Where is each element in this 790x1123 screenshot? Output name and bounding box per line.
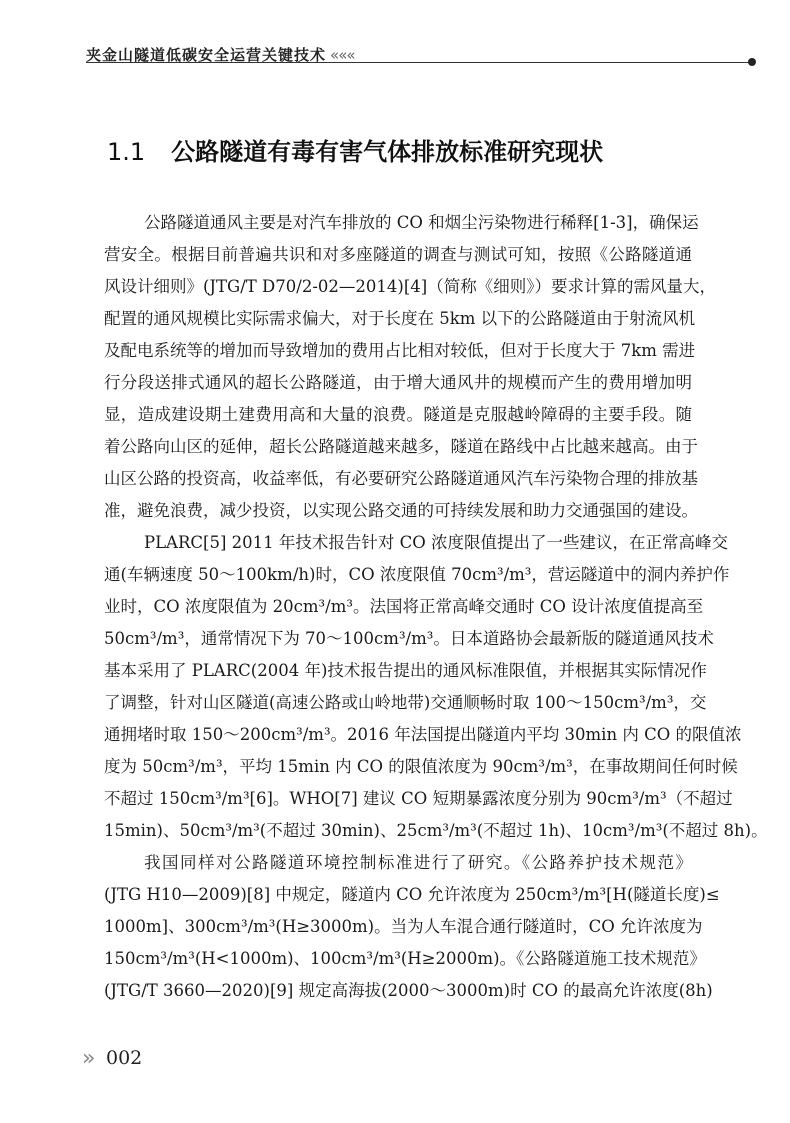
text-line: 通拥堵时取 150～200cm³/m³。2016 年法国提出隧道内平均 30min 内 CO 的限值浓 (104, 725, 742, 744)
text-line: 着公路向山区的延伸，超长公路隧道越来越多，隧道在路线中占比越来越高。由于 (104, 437, 698, 456)
section-title: 公路隧道有毒有害气体排放标准研究现状 (171, 138, 604, 166)
text-line: 我国同样对公路隧道环境控制标准进行了研究。《公路养护技术规范》 (144, 853, 692, 872)
header-dot-icon (748, 58, 756, 66)
chevron-icon: ««« (330, 46, 355, 64)
section-heading (107, 132, 603, 167)
text-line: 行分段送排式通风的超长公路隧道，由于增大通风井的规模而产生的费用增加明 (104, 373, 692, 392)
text-line: 通(车辆速度 50～100km/h)时，CO 浓度限值 70cm³/m³，营运隧道中的洞内养护作 (104, 565, 730, 584)
text-line: 业时，CO 浓度限值为 20cm³/m³。法国将正常高峰交通时 CO 设计浓度值提高至 (104, 597, 704, 616)
footer-chevron-icon: » (82, 1046, 93, 1071)
text-line: 不超过 150cm³/m³[6]。WHO[7] 建议 CO 短期暴露浓度分别为 90cm³/m³（不超过 (104, 789, 733, 808)
body-text (104, 207, 768, 1007)
text-line: 50cm³/m³，通常情况下为 70～100cm³/m³。日本道路协会最新版的隧道通风技术 (104, 629, 714, 648)
text-line: (JTG/T 3660—2020)[9] 规定高海拔(2000～3000m)时 CO 的最高允许浓度(8h) (104, 981, 713, 1000)
text-line: 营安全。根据目前普遍共识和对多座隧道的调查与测试可知，按照《公路隧道通 (104, 245, 692, 264)
section-number: 1.1 (107, 138, 146, 166)
text-line: 显，造成建设期土建费用高和大量的浪费。隧道是克服越岭障碍的主要手段。随 (104, 405, 692, 424)
page-number: 002 (106, 1047, 143, 1069)
text-line: 配置的通风规模比实际需求偏大，对于长度在 5km 以下的公路隧道由于射流风机 (104, 309, 696, 328)
text-line: 基本采用了 PLARC(2004 年)技术报告提出的通风标准限值，并根据其实际情况作 (104, 661, 707, 680)
text-line: 山区公路的投资高，收益率低，有必要研究公路隧道通风汽车污染物合理的排放基 (104, 469, 698, 488)
running-title: 夹金山隧道低碳安全运营关键技术 (86, 46, 327, 64)
text-line: (JTG H10—2009)[8] 中规定，隧道内 CO 允许浓度为 250cm³/m³[H(隧道长度)≤ (104, 885, 720, 904)
text-line: PLARC[5] 2011 年技术报告针对 CO 浓度限值提出了一些建议，在正常高峰交 (144, 533, 729, 552)
text-line: 及配电系统等的增加而导致增加的费用占比相对较低，但对于长度大于 7km 需进 (104, 341, 696, 360)
text-line: 风设计细则》(JTG/T D70/2-02—2014)[4]（简称《细则》）要求计算的需风量大， (104, 277, 716, 296)
text-line: 准，避免浪费，减少投资，以实现公路交通的可持续发展和助力交通强国的建设。 (104, 501, 698, 520)
text-line: 了调整，针对山区隧道(高速公路或山岭地带)交通顺畅时取 100～150cm³/m³，交 (104, 693, 707, 712)
text-line: 15min)、50cm³/m³(不超过 30min)、25cm³/m³(不超过 1h)、10cm³/m³(不超过 8h)。 (104, 821, 768, 840)
text-line: 度为 50cm³/m³，平均 15min 内 CO 的限值浓度为 90cm³/m³，在事故期间任何时候 (104, 757, 738, 776)
header-rule (86, 62, 751, 63)
text-line: 150cm³/m³(H<1000m)、100cm³/m³(H≥2000m)。《公路隧道施工技术规范》 (104, 949, 706, 968)
text-line: 公路隧道通风主要是对汽车排放的 CO 和烟尘污染物进行稀释[1-3]，确保运 (144, 213, 699, 232)
text-line: 1000m]、300cm³/m³(H≥3000m)。当为人车混合通行隧道时，CO 允许浓度为 (104, 917, 703, 936)
